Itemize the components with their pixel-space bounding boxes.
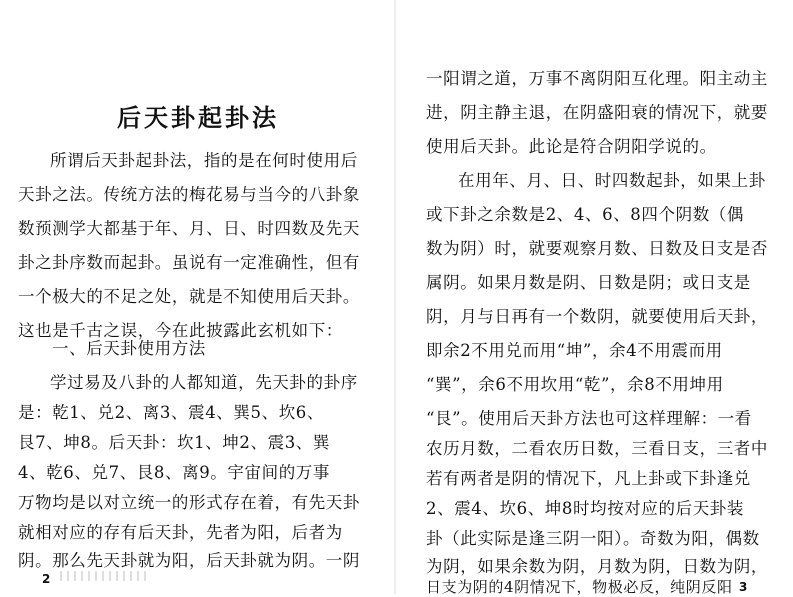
text-line: 即余2不用兑而用“坤”，余4不用震而用 [426,341,723,360]
text-line: 天卦之法。传统方法的梅花易与当今的八卦象 [18,185,360,204]
text-line: 日支为阴的4阴情况下，物极必反，纯阴反阳 [426,578,733,596]
text-line: 4、乾6、兑7、艮8、离9。宇宙间的万事 [18,463,330,482]
page-number: 2 [42,572,51,586]
text-line: 卦（此实际是逢三阴一阳）。奇数为阳，偶数 [426,529,760,548]
text-line: 数预测学大都基于年、月、日、时四数及先天 [18,219,360,238]
text-line: 艮7、坤8。后天卦：坎1、坤2、震3、巽 [18,433,330,452]
text-line: 学过易及八卦的人都知道，先天卦的卦序 [50,373,358,392]
scan-noise [60,571,150,581]
text-line: 数为阴）时，就要观察月数、日数及日支是否 [426,239,768,258]
text-line: 2、震4、坎6、坤8时均按对应的后天卦装 [426,499,744,518]
left-page [0,0,396,594]
right-page [396,0,793,594]
text-line: 是：乾1、兑2、离3、震4、巽5、坎6、 [18,403,324,422]
text-line: 在用年、月、日、时四数起卦，如果上卦 [458,171,766,190]
text-line: 进，阴主静主退，在阴盛阳衰的情况下，就要 [426,103,768,122]
text-line: 一阳谓之道，万事不离阴阳互化理。阳主动主 [426,69,768,88]
text-line: 或下卦之余数是2、4、6、8四个阴数（偶 [426,205,744,224]
text-line: 为阴，如果余数为阴，月数为阴，日数为阴， [426,557,768,576]
text-line: “巽”，余6不用坎用“乾”，余8不用坤用 [426,375,724,394]
text-line: 所谓后天卦起卦法，指的是在何时使用后 [50,151,358,170]
text-line: 使用后天卦。此论是符合阴阳学说的。 [426,137,717,156]
text-line: 卦之卦序数而起卦。虽说有一定准确性，但有 [18,253,360,272]
chapter-title: 后天卦起卦法 [117,103,279,132]
text-line: 一个极大的不足之处，就是不知使用后天卦。 [18,287,360,306]
text-line: 属阴。如果月数是阴、日数是阴；或日支是 [426,273,751,292]
text-line: “艮”。使用后天卦方法也可这样理解：一看 [426,409,752,428]
text-line: 阴，月与日再有一个数阴，就要使用后天卦， [426,307,768,326]
section-heading: 一、后天卦使用方法 [52,339,206,358]
text-line: 若有两者是阴的情况下，凡上卦或下卦逢兑 [426,469,751,488]
text-line: 阴。那么先天卦就为阳，后天卦就为阴。一阴 [18,551,360,570]
text-line: 农历月数，二看农历日数，三看日支，三者中 [426,439,768,458]
text-line: 这也是千古之误，今在此披露此玄机如下： [18,321,343,340]
text-line: 就相对应的存有后天卦，先者为阳，后者为 [18,523,343,542]
text-line: 万物均是以对立统一的形式存在着，有先天卦 [18,493,360,512]
page-number: 3 [739,580,748,594]
